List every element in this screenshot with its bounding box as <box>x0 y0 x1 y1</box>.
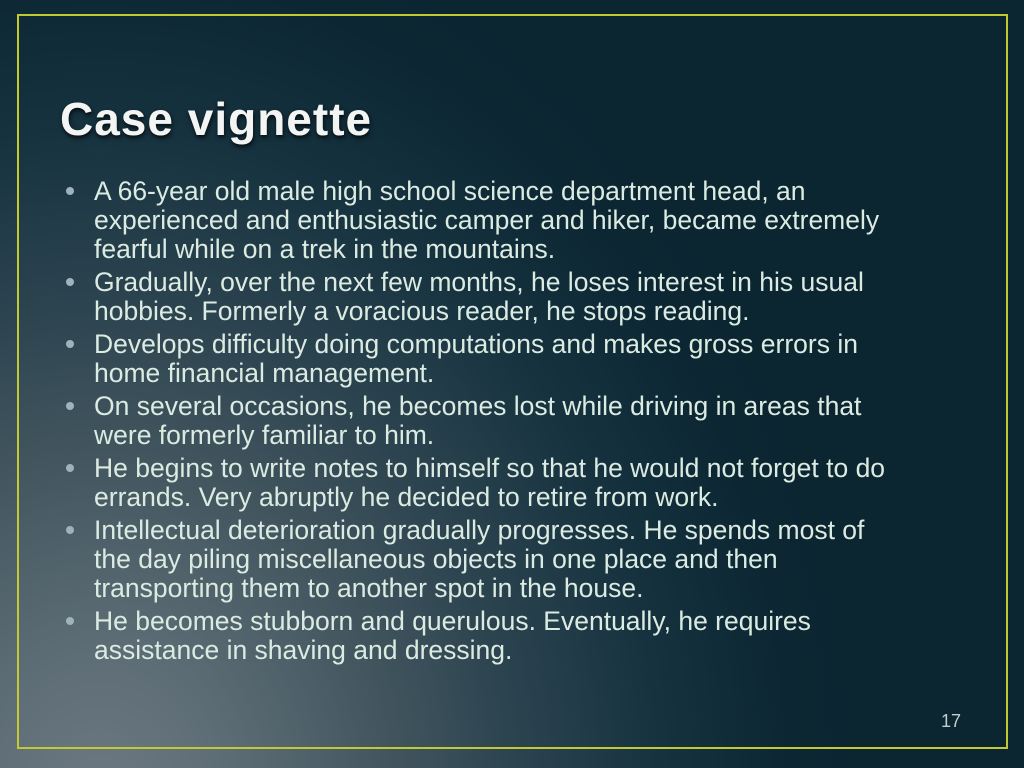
bullet-item <box>60 607 950 665</box>
bullet-line: hobbies. Formerly a voracious reader, he stops reading. <box>94 296 750 326</box>
bullet-line: He begins to write notes to himself so that he would not forget to do <box>94 453 886 483</box>
bullet-line: Gradually, over the next few months, he loses interest in his usual <box>94 267 864 297</box>
bullet-line: He becomes stubborn and querulous. Eventually, he requires <box>94 606 811 636</box>
bullet-dot-icon <box>66 187 74 195</box>
bullet-line: fearful while on a trek in the mountains. <box>94 234 556 264</box>
bullet-dot-icon <box>66 340 74 348</box>
bullet-line: errands. Very abruptly he decided to retire from work. <box>94 482 719 512</box>
bullet-item <box>60 268 950 326</box>
bullet-dot-icon <box>66 526 74 534</box>
bullet-line: A 66-year old male high school science department head, an <box>94 176 806 206</box>
page-number: 17 <box>941 711 962 731</box>
slide-title: Case vignette <box>60 93 373 145</box>
bullet-list <box>60 177 950 669</box>
bullet-line: the day piling miscellaneous objects in one place and then <box>94 544 778 574</box>
bullet-text <box>94 454 885 512</box>
bullet-text <box>94 268 864 326</box>
bullet-line: Develops difficulty doing computations and makes gross errors in <box>94 329 858 359</box>
bullet-dot-icon <box>66 617 74 625</box>
bullet-item <box>60 516 950 603</box>
bullet-dot-icon <box>66 278 74 286</box>
bullet-text <box>94 177 879 264</box>
bullet-text <box>94 392 861 450</box>
bullet-item <box>60 392 950 450</box>
bullet-line: home financial management. <box>94 358 435 388</box>
bullet-item <box>60 177 950 264</box>
bullet-line: On several occasions, he becomes lost while driving in areas that <box>94 391 862 421</box>
bullet-item <box>60 454 950 512</box>
bullet-line: assistance in shaving and dressing. <box>94 635 513 665</box>
bullet-text <box>94 607 811 665</box>
bullet-dot-icon <box>66 402 74 410</box>
bullet-text <box>94 516 864 603</box>
bullet-item <box>60 330 950 388</box>
bullet-line: were formerly familiar to him. <box>94 420 435 450</box>
bullet-line: transporting them to another spot in the house. <box>94 573 644 603</box>
bullet-dot-icon <box>66 464 74 472</box>
bullet-line: Intellectual deterioration gradually progresses. He spends most of <box>94 515 865 545</box>
bullet-line: experienced and enthusiastic camper and hiker, became extremely <box>94 205 880 235</box>
bullet-text <box>94 330 858 388</box>
